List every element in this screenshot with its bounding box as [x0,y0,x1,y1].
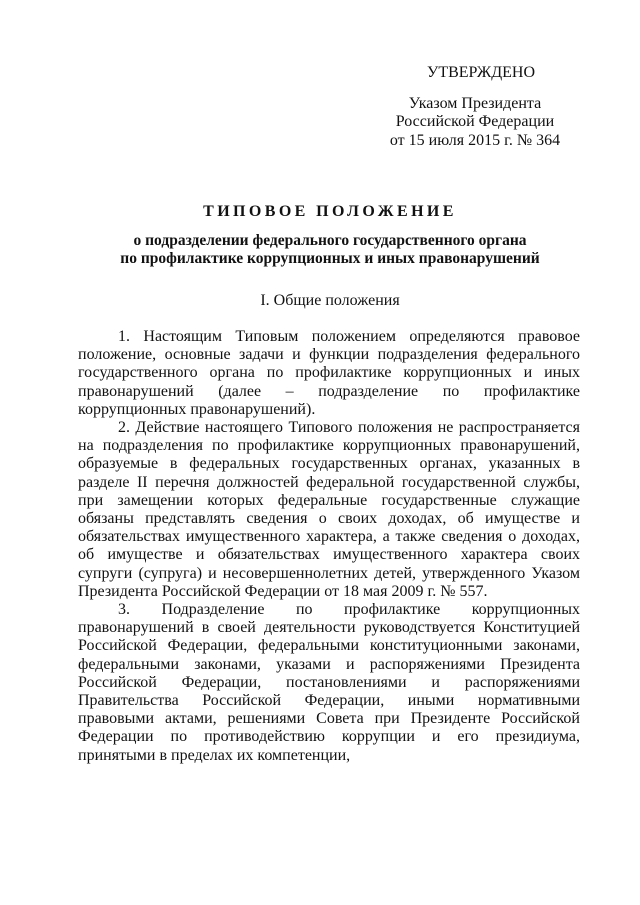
approval-heading: УТВЕРЖДЕНО [426,64,535,81]
section-heading: I. Общие положения [260,292,400,309]
subtitle-line-2: по профилактике коррупционных и иных правонарушений [120,250,540,267]
paragraph-2: 2. Действие настоящего Типового положения не распространяется на подразделения по профилактике коррупционных правонарушений, образуемые в федеральных государственных органах, указанных в разделе II перечня должностей федеральной государственной службы, при замещении которых федеральные государственные служащие обязаны представлять сведения о своих доходах, об имуществе и обязательствах имущественного характера, а также сведения о доходах, об имуществе и обязательствах имущественного характера своих супруги (супруга) и несовершеннолетних детей, утвержденного Указом Президента Российской Федерации от 18 мая 2009 г. № 557. [78,419,580,600]
approval-line-2: Российской Федерации [395,113,555,130]
paragraph-1: 1. Настоящим Типовым положением определяются правовое положение, основные задачи и функции подразделения федерального государственного органа по профилактике коррупционных и иных правонарушений (далее – подразделение по профилактике коррупционных правонарушений). [78,328,580,418]
document-body [78,328,580,765]
approval-line-3: от 15 июля 2015 г. № 364 [389,131,561,149]
approval-line-1: Указом Президента [408,94,542,112]
document-title: ТИПОВОЕ ПОЛОЖЕНИЕ [203,203,457,220]
document-subtitle [80,232,580,268]
subtitle-line-1: о подразделении федерального государственного органа [133,232,527,249]
paragraph-3: 3. Подразделение по профилактике коррупционных правонарушений в своей деятельности руководствуется Конституцией Российской Федерации, федеральными конституционными законами, федеральными законами, указами и распоряжениями Президента Российской Федерации, постановлениями и распоряжениями Правительства Российской Федерации, иными нормативными правовыми актами, решениями Совета при Президенте Российской Федерации по противодействию коррупции и его президиума, принятыми в пределах их компетенции, [78,601,580,764]
approval-stamp [360,64,590,150]
